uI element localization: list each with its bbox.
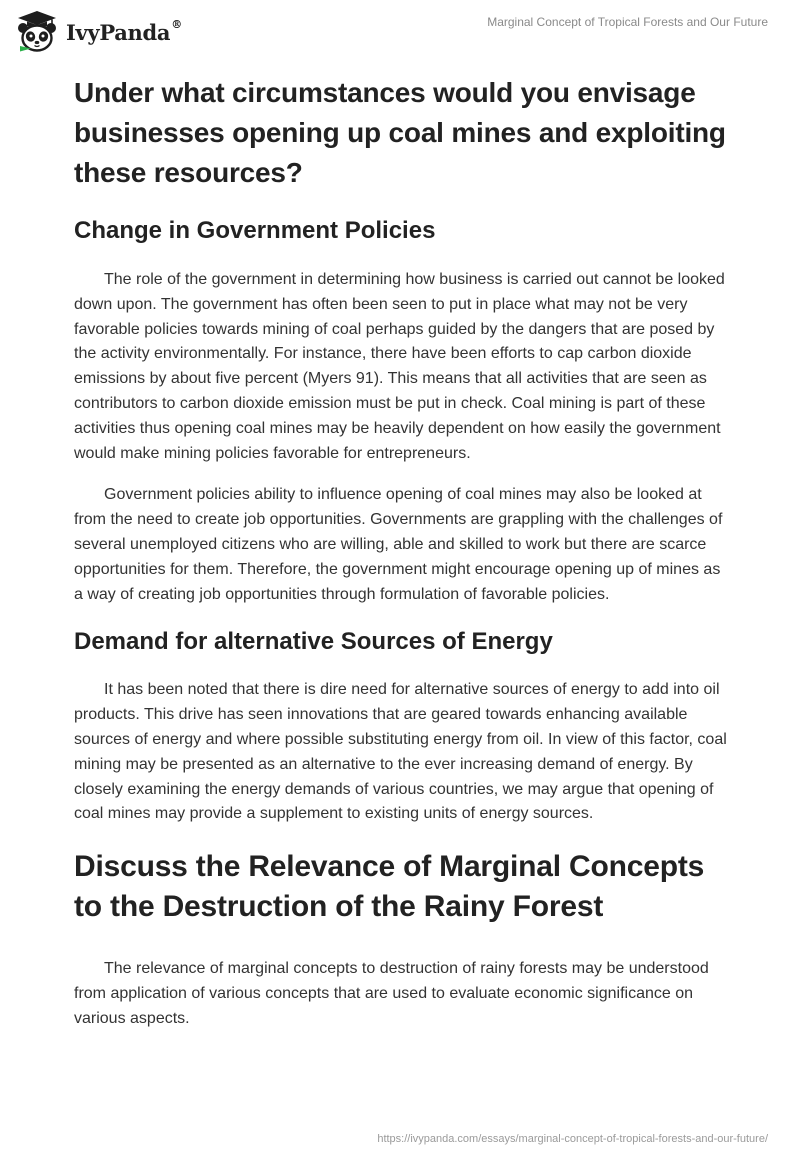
question-heading: Under what circumstances would you envisage businesses opening up coal mines and exploiting these resources?: [74, 77, 726, 188]
paragraph: The role of the government in determining how business is carried out cannot be looked down upon. The government has often been seen to put in place what may not be very favorable policies towards mining of coal perhaps guided by the dangers that are posed by the activity environmentally. For instance, there have been efforts to cap carbon dioxide emissions by about five percent (Myers 91). This means that all activities that are seen as contributors to carbon dioxide emission must be put in check. Coal mining is part of these activities thus opening coal mines may be heavily dependent on how easily the government would make mining policies favorable for entrepreneurs.: [74, 271, 725, 462]
registered-mark: ®: [171, 17, 182, 31]
paragraph: Government policies ability to influence opening of coal mines may also be looked at from the need to create job opportunities. Governments are grappling with the challenges of several unemployed citizens who are willing, able and skilled to work but there are scarce opportunities for them. Therefore, the government might encourage opening up of mines as a way of creating job opportunities through formulation of favorable policies.: [74, 486, 723, 603]
source-url: https://ivypanda.com/essays/marginal-concept-of-tropical-forests-and-our-future/: [377, 1133, 768, 1145]
panda-logo-icon: [14, 9, 60, 53]
brand-logo[interactable]: [14, 9, 182, 53]
brand-name: IvyPanda®: [66, 17, 182, 45]
page-header: [0, 0, 800, 62]
essay-content: [74, 68, 730, 1032]
paragraph: The relevance of marginal concepts to destruction of rainy forests may be understood from application of various concepts that are used to evaluate economic significance on various aspects.: [74, 960, 709, 1027]
paragraph: It has been noted that there is dire need for alternative sources of energy to add into oil products. This drive has seen innovations that are geared towards enhancing available sources of energy and where possible substituting energy from oil. In view of this factor, coal mining may be presented as an alternative to the ever increasing demand of energy. By closely examining the energy demands of various countries, we may argue that opening of coal mines may provide a supplement to existing units of energy sources.: [74, 681, 727, 823]
section-heading-government-policies: Change in Government Policies: [74, 217, 436, 244]
section-heading-alternative-energy: Demand for alternative Sources of Energy: [74, 628, 553, 656]
document-title: Marginal Concept of Tropical Forests and Our Future: [487, 15, 768, 29]
section-heading-marginal-concepts: Discuss the Relevance of Marginal Concepts to the Destruction of the Rainy Forest: [74, 850, 705, 924]
